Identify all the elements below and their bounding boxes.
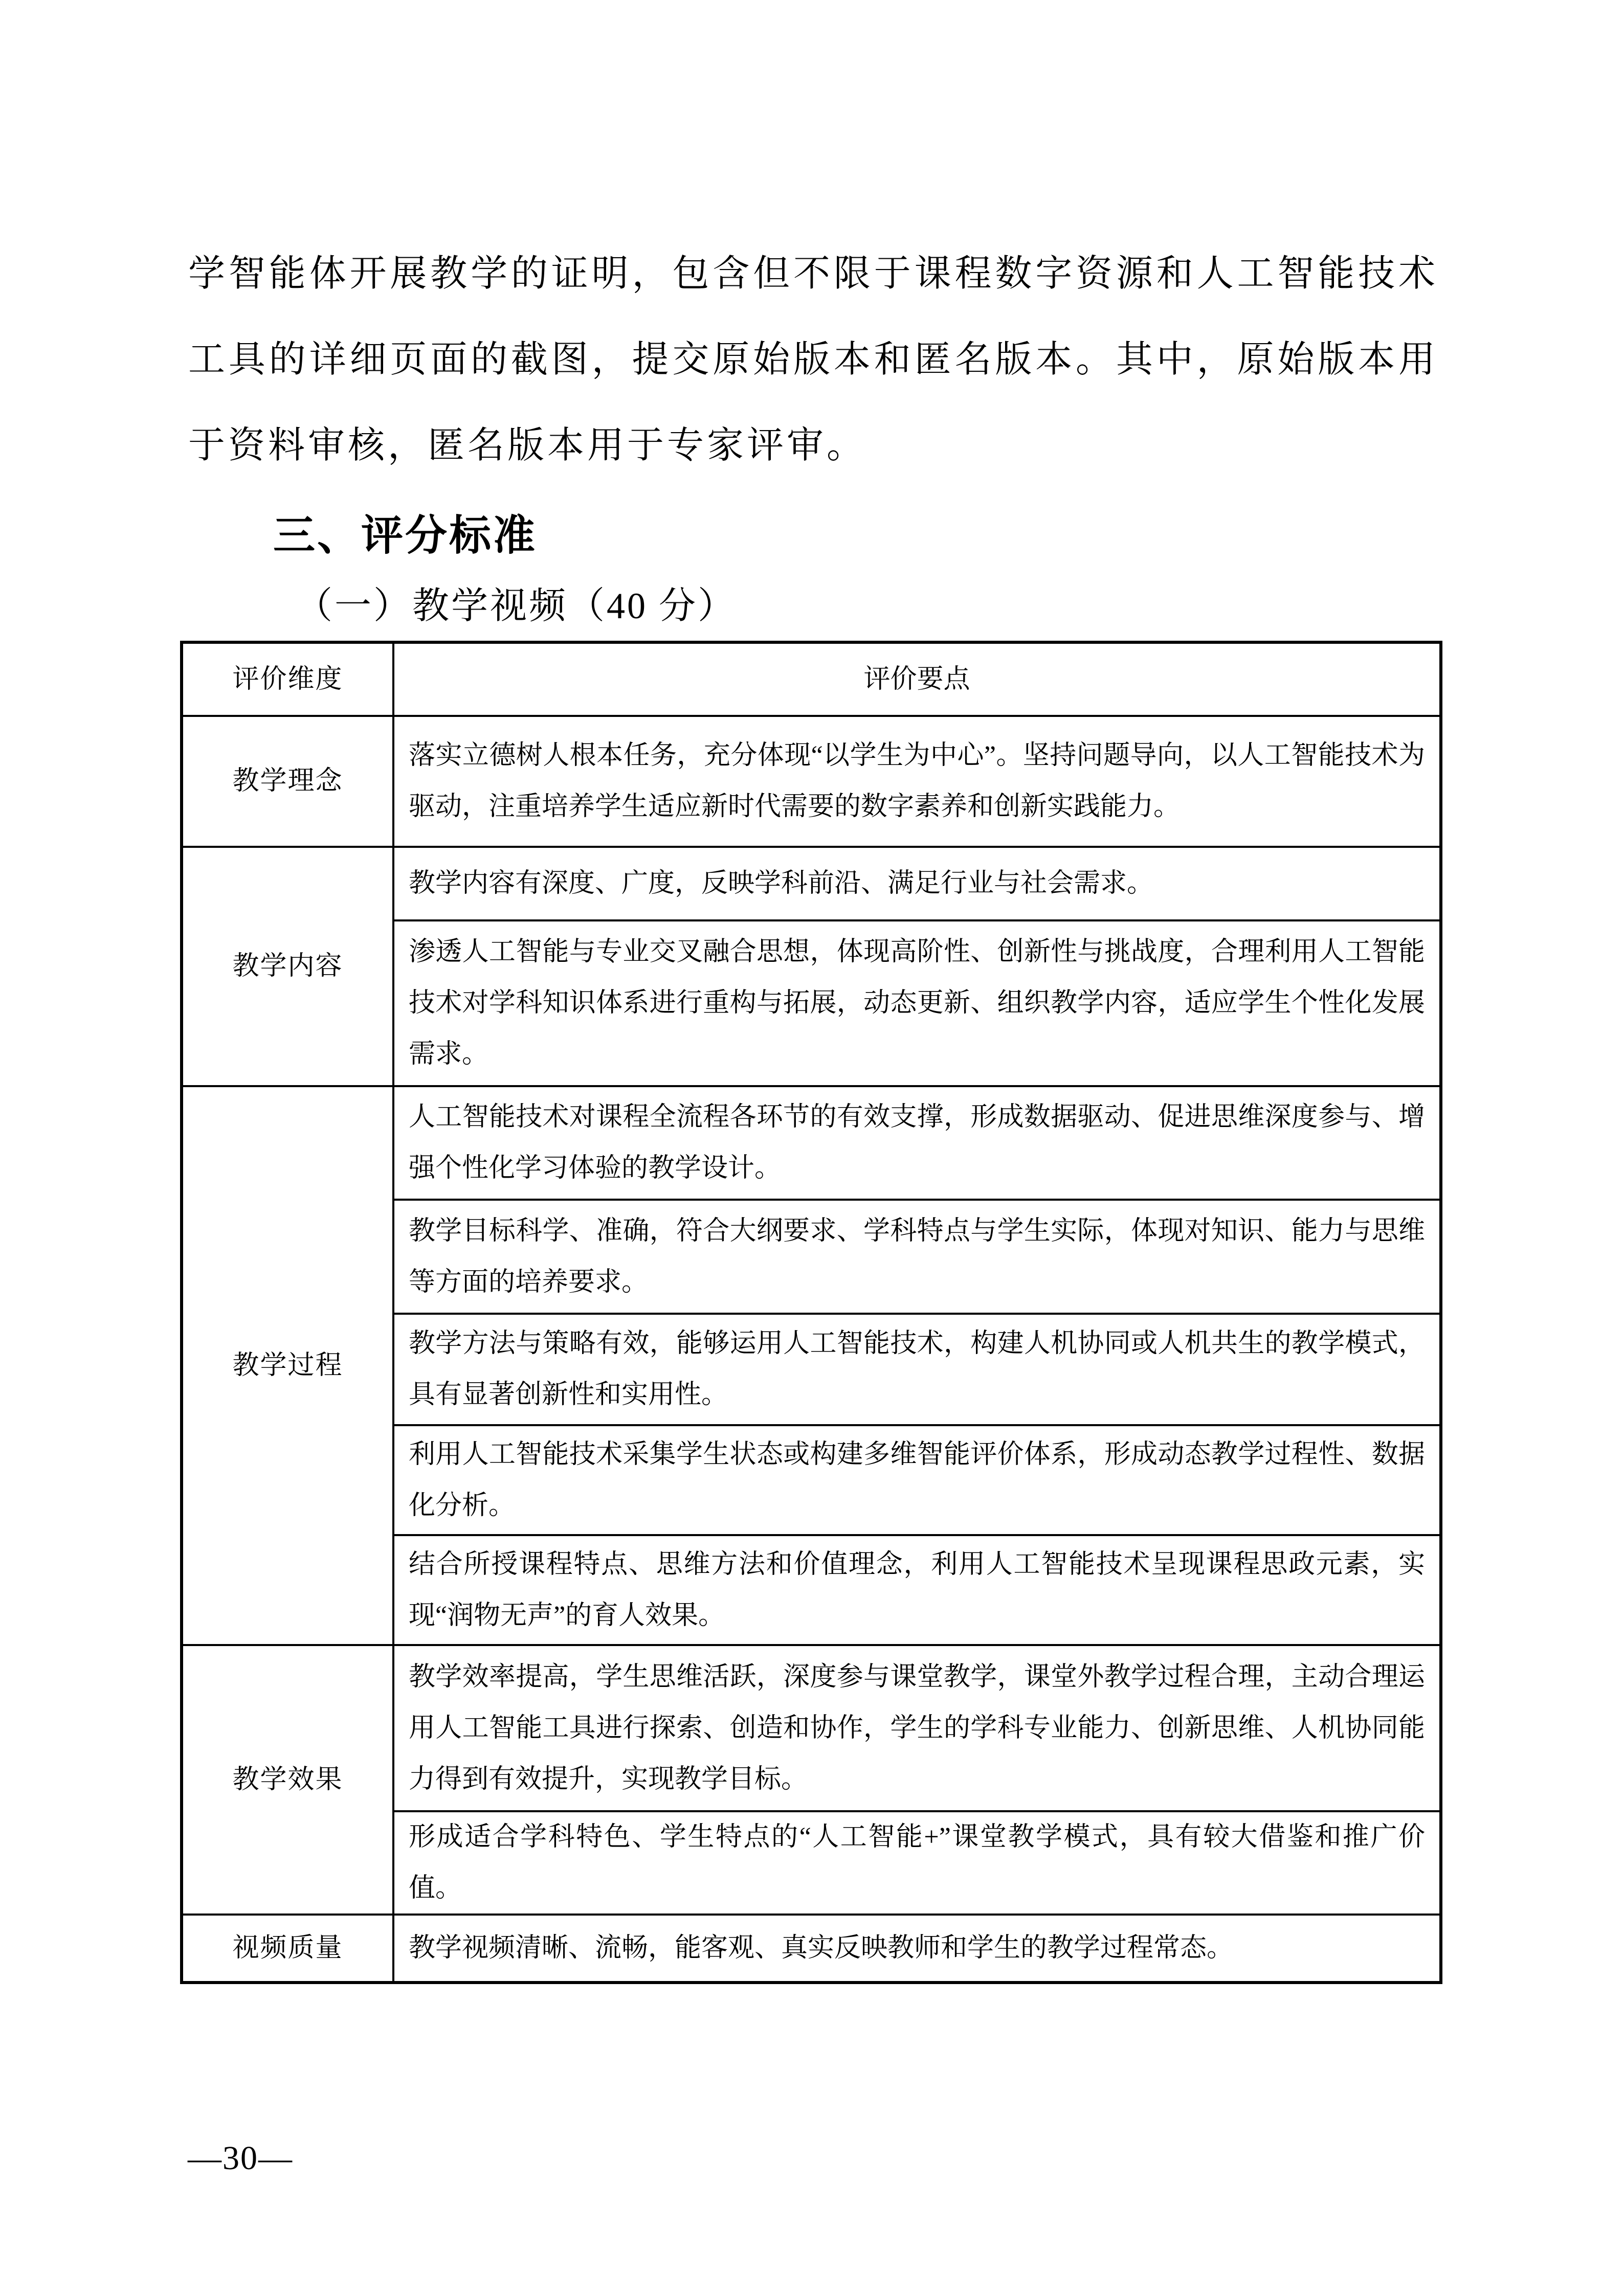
- page-number: —30—: [188, 2140, 293, 2177]
- dimension-cell-teaching-process: 教学过程: [183, 1087, 392, 1644]
- dimension-cell-teaching-content: 教学内容: [183, 848, 392, 1085]
- point-cell: 教学目标科学、准确，符合大纲要求、学科特点与学生实际，体现对知识、能力与思维等方面的培养要求。: [394, 1201, 1439, 1313]
- dimension-cell-video-quality: 视频质量: [183, 1916, 392, 1981]
- table-header-dimension: 评价维度: [183, 644, 392, 715]
- point-cell: 教学视频清晰、流畅，能客观、真实反映教师和学生的教学过程常态。: [394, 1916, 1439, 1981]
- point-cell: 落实立德树人根本任务，充分体现“以学生为中心”。坚持问题导向，以人工智能技术为驱动，注重培养学生适应新时代需要的数字素养和创新实践能力。: [394, 717, 1439, 846]
- point-cell: 结合所授课程特点、思维方法和价值理念，利用人工智能技术呈现课程思政元素，实现“润物无声”的育人效果。: [394, 1536, 1439, 1644]
- section-heading: 三、评分标准: [273, 512, 538, 559]
- table-header-points: 评价要点: [394, 644, 1439, 715]
- point-cell: 教学内容有深度、广度，反映学科前沿、满足行业与社会需求。: [394, 848, 1439, 919]
- dimension-cell-teaching-effect: 教学效果: [183, 1646, 392, 1914]
- subsection-heading: （一）教学视频（40 分）: [296, 586, 737, 626]
- point-cell: 人工智能技术对课程全流程各环节的有效支撑，形成数据驱动、促进思维深度参与、增强个性化学习体验的教学设计。: [394, 1087, 1439, 1199]
- dimension-cell-teaching-philosophy: 教学理念: [183, 717, 392, 846]
- point-cell: 形成适合学科特色、学生特点的“人工智能+”课堂教学模式，具有较大借鉴和推广价值。: [394, 1812, 1439, 1914]
- point-cell: 利用人工智能技术采集学生状态或构建多维智能评价体系，形成动态教学过程性、数据化分析。: [394, 1426, 1439, 1534]
- scoring-criteria-table: [180, 641, 1442, 1984]
- intro-paragraph: 学智能体开展教学的证明，包含但不限于课程数字资源和人工智能技术工具的详细页面的截图，提交原始版本和匿名版本。其中，原始版本用于资料审核，匿名版本用于专家评审。: [188, 253, 1438, 466]
- point-cell: 渗透人工智能与专业交叉融合思想，体现高阶性、创新性与挑战度，合理利用人工智能技术对学科知识体系进行重构与拓展，动态更新、组织教学内容，适应学生个性化发展需求。: [394, 921, 1439, 1085]
- point-cell: 教学方法与策略有效，能够运用人工智能技术，构建人机协同或人机共生的教学模式，具有显著创新性和实用性。: [394, 1315, 1439, 1424]
- point-cell: 教学效率提高，学生思维活跃，深度参与课堂教学，课堂外教学过程合理，主动合理运用人工智能工具进行探索、创造和协作，学生的学科专业能力、创新思维、人机协同能力得到有效提升，实现教学目标。: [394, 1646, 1439, 1810]
